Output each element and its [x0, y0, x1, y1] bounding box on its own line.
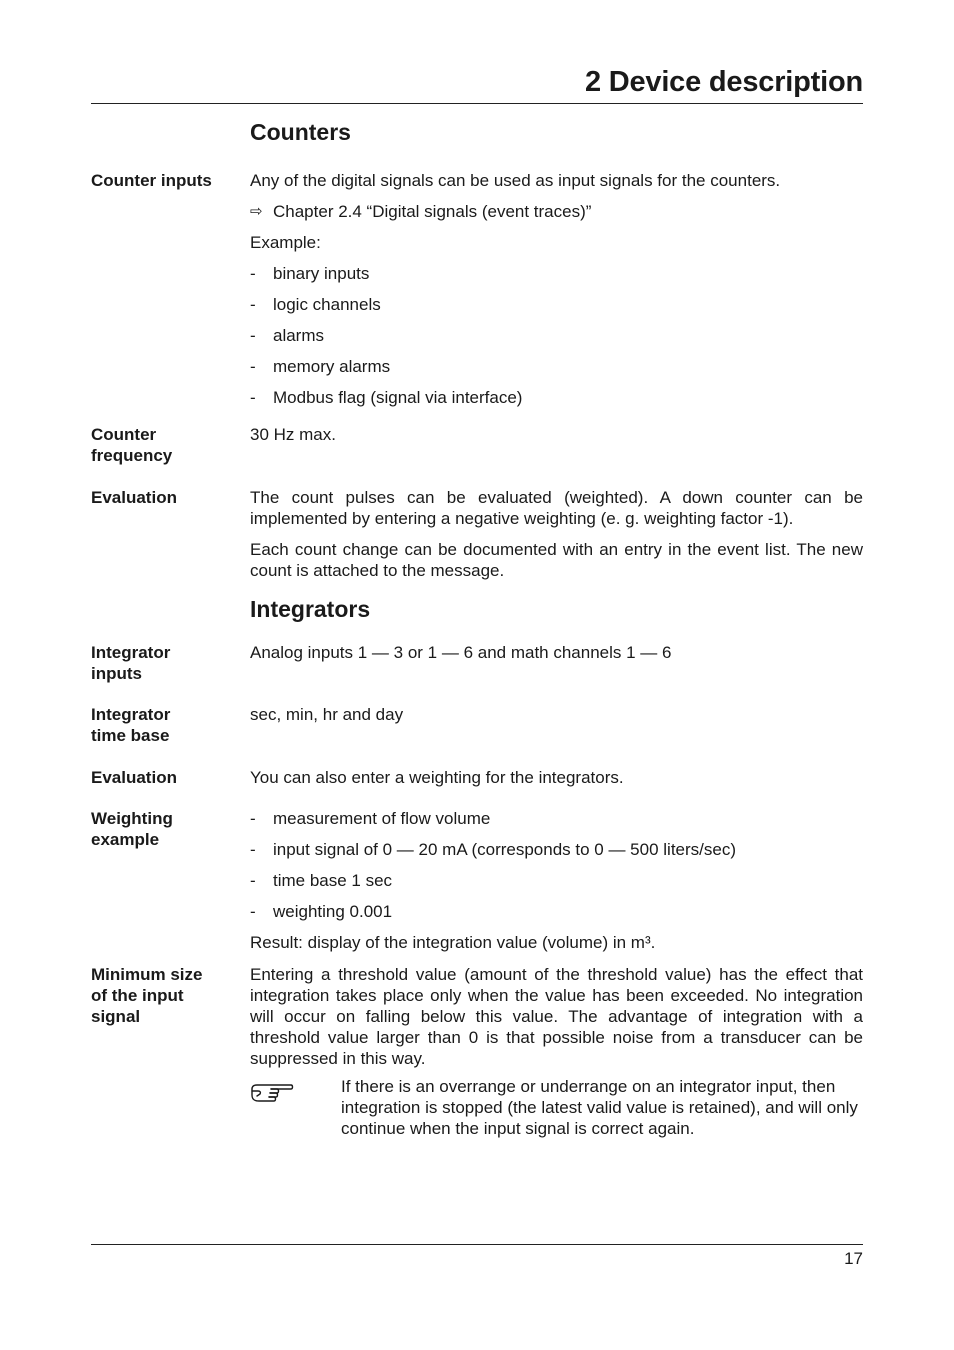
- note-callout: [250, 1076, 863, 1139]
- integrator-time-base-value: sec, min, hr and day: [250, 705, 404, 724]
- list-item: [250, 387, 863, 408]
- weighting-example-label: [91, 808, 250, 953]
- integrator-evaluation-row: [91, 767, 863, 788]
- chapter-cross-reference-text: Chapter 2.4 “Digital signals (event traces)”: [273, 202, 592, 221]
- footer-divider: [91, 1244, 863, 1245]
- list-item-text: input signal of 0 — 20 mA (corresponds to 0 — 500 liters/sec): [273, 840, 737, 859]
- page-content: [91, 118, 863, 1139]
- counters-heading: Counters: [250, 119, 351, 145]
- label-line: Weighting: [91, 809, 173, 828]
- pointing-hand-icon: [250, 1076, 341, 1139]
- list-item-text: weighting 0.001: [273, 902, 393, 921]
- weighting-result: Result: display of the integration value (volume) in m³.: [250, 933, 656, 952]
- minimum-size-body: [250, 964, 863, 1139]
- label-line: example: [91, 830, 160, 849]
- counter-evaluation-body: [250, 487, 863, 581]
- label-line: time base: [91, 726, 170, 745]
- counter-frequency-label: [91, 424, 250, 466]
- integrator-inputs-label: [91, 642, 250, 684]
- counter-evaluation-para: Each count change can be documented with an entry in the event list. The new count is attached to the message.: [250, 540, 863, 580]
- counter-frequency-value: 30 Hz max.: [250, 425, 336, 444]
- counter-evaluation-row: [91, 487, 863, 581]
- list-item: [250, 294, 863, 315]
- counter-inputs-body: [250, 170, 863, 418]
- label-line: of the input: [91, 986, 184, 1005]
- counter-inputs-label: Counter inputs: [91, 171, 212, 190]
- list-item: [250, 870, 863, 891]
- label-line: Integrator: [91, 705, 171, 724]
- list-item: [250, 263, 863, 284]
- integrator-inputs-row: [91, 642, 863, 684]
- dash-bullet: -: [250, 809, 256, 828]
- minimum-size-label: [91, 964, 250, 1139]
- integrator-inputs-value: Analog inputs 1 — 3 or 1 — 6 and math channels 1 — 6: [250, 643, 672, 662]
- weighting-example-row: [91, 808, 863, 953]
- header-divider: [91, 103, 863, 104]
- list-item: [250, 325, 863, 346]
- dash-bullet: -: [250, 902, 256, 921]
- integrator-time-base-label: [91, 704, 250, 746]
- integrators-heading: Integrators: [250, 596, 371, 622]
- counter-evaluation-para: The count pulses can be evaluated (weighted). A down counter can be implemented by entering a negative weighting (e. g. weighting factor -1).: [250, 488, 863, 528]
- dash-bullet: -: [250, 264, 256, 283]
- list-item-text: memory alarms: [273, 357, 391, 376]
- minimum-size-row: [91, 964, 863, 1139]
- label-line: signal: [91, 1007, 141, 1026]
- label-line: Minimum size: [91, 965, 203, 984]
- counter-inputs-intro: Any of the digital signals can be used as input signals for the counters.: [250, 171, 781, 190]
- dash-bullet: -: [250, 326, 256, 345]
- page-header-title: 2 Device description: [584, 66, 863, 98]
- list-item-text: measurement of flow volume: [273, 809, 491, 828]
- chapter-cross-reference[interactable]: [250, 201, 863, 222]
- dash-bullet: -: [250, 388, 256, 407]
- list-item: [250, 808, 863, 829]
- counter-inputs-row: [91, 170, 863, 418]
- label-line: frequency: [91, 446, 173, 465]
- counter-frequency-row: [91, 424, 863, 466]
- dash-bullet: -: [250, 357, 256, 376]
- label-line: Integrator: [91, 643, 171, 662]
- arrow-right-outline-icon: ⇨: [250, 203, 263, 220]
- list-item: [250, 356, 863, 377]
- list-item-text: Modbus flag (signal via interface): [273, 388, 523, 407]
- dash-bullet: -: [250, 840, 256, 859]
- list-item-text: alarms: [273, 326, 325, 345]
- integrator-time-base-row: [91, 704, 863, 746]
- minimum-size-text: Entering a threshold value (amount of the threshold value) has the effect that integration takes place only when the value has been exceeded. No integration will occur on falling below this value. The advantage of integration with a threshold value larger than 0 is that possible noise from a transducer can be suppressed in this way.: [250, 965, 863, 1068]
- dash-bullet: -: [250, 295, 256, 314]
- integrator-evaluation-label: Evaluation: [91, 768, 177, 787]
- list-item: [250, 839, 863, 860]
- integrator-evaluation-value: You can also enter a weighting for the integrators.: [250, 768, 624, 787]
- list-item: [250, 901, 863, 922]
- list-item-text: time base 1 sec: [273, 871, 393, 890]
- page-number: 17: [844, 1249, 863, 1268]
- note-text: If there is an overrange or underrange on an integrator input, then integration is stopped (the latest valid value is retained), and will only continue when the input signal is correct again.: [341, 1077, 858, 1138]
- dash-bullet: -: [250, 871, 256, 890]
- example-label: Example:: [250, 233, 321, 252]
- weighting-example-body: [250, 808, 863, 953]
- counter-evaluation-label: Evaluation: [91, 488, 177, 507]
- label-line: Counter: [91, 425, 157, 444]
- label-line: inputs: [91, 664, 142, 683]
- list-item-text: logic channels: [273, 295, 381, 314]
- list-item-text: binary inputs: [273, 264, 370, 283]
